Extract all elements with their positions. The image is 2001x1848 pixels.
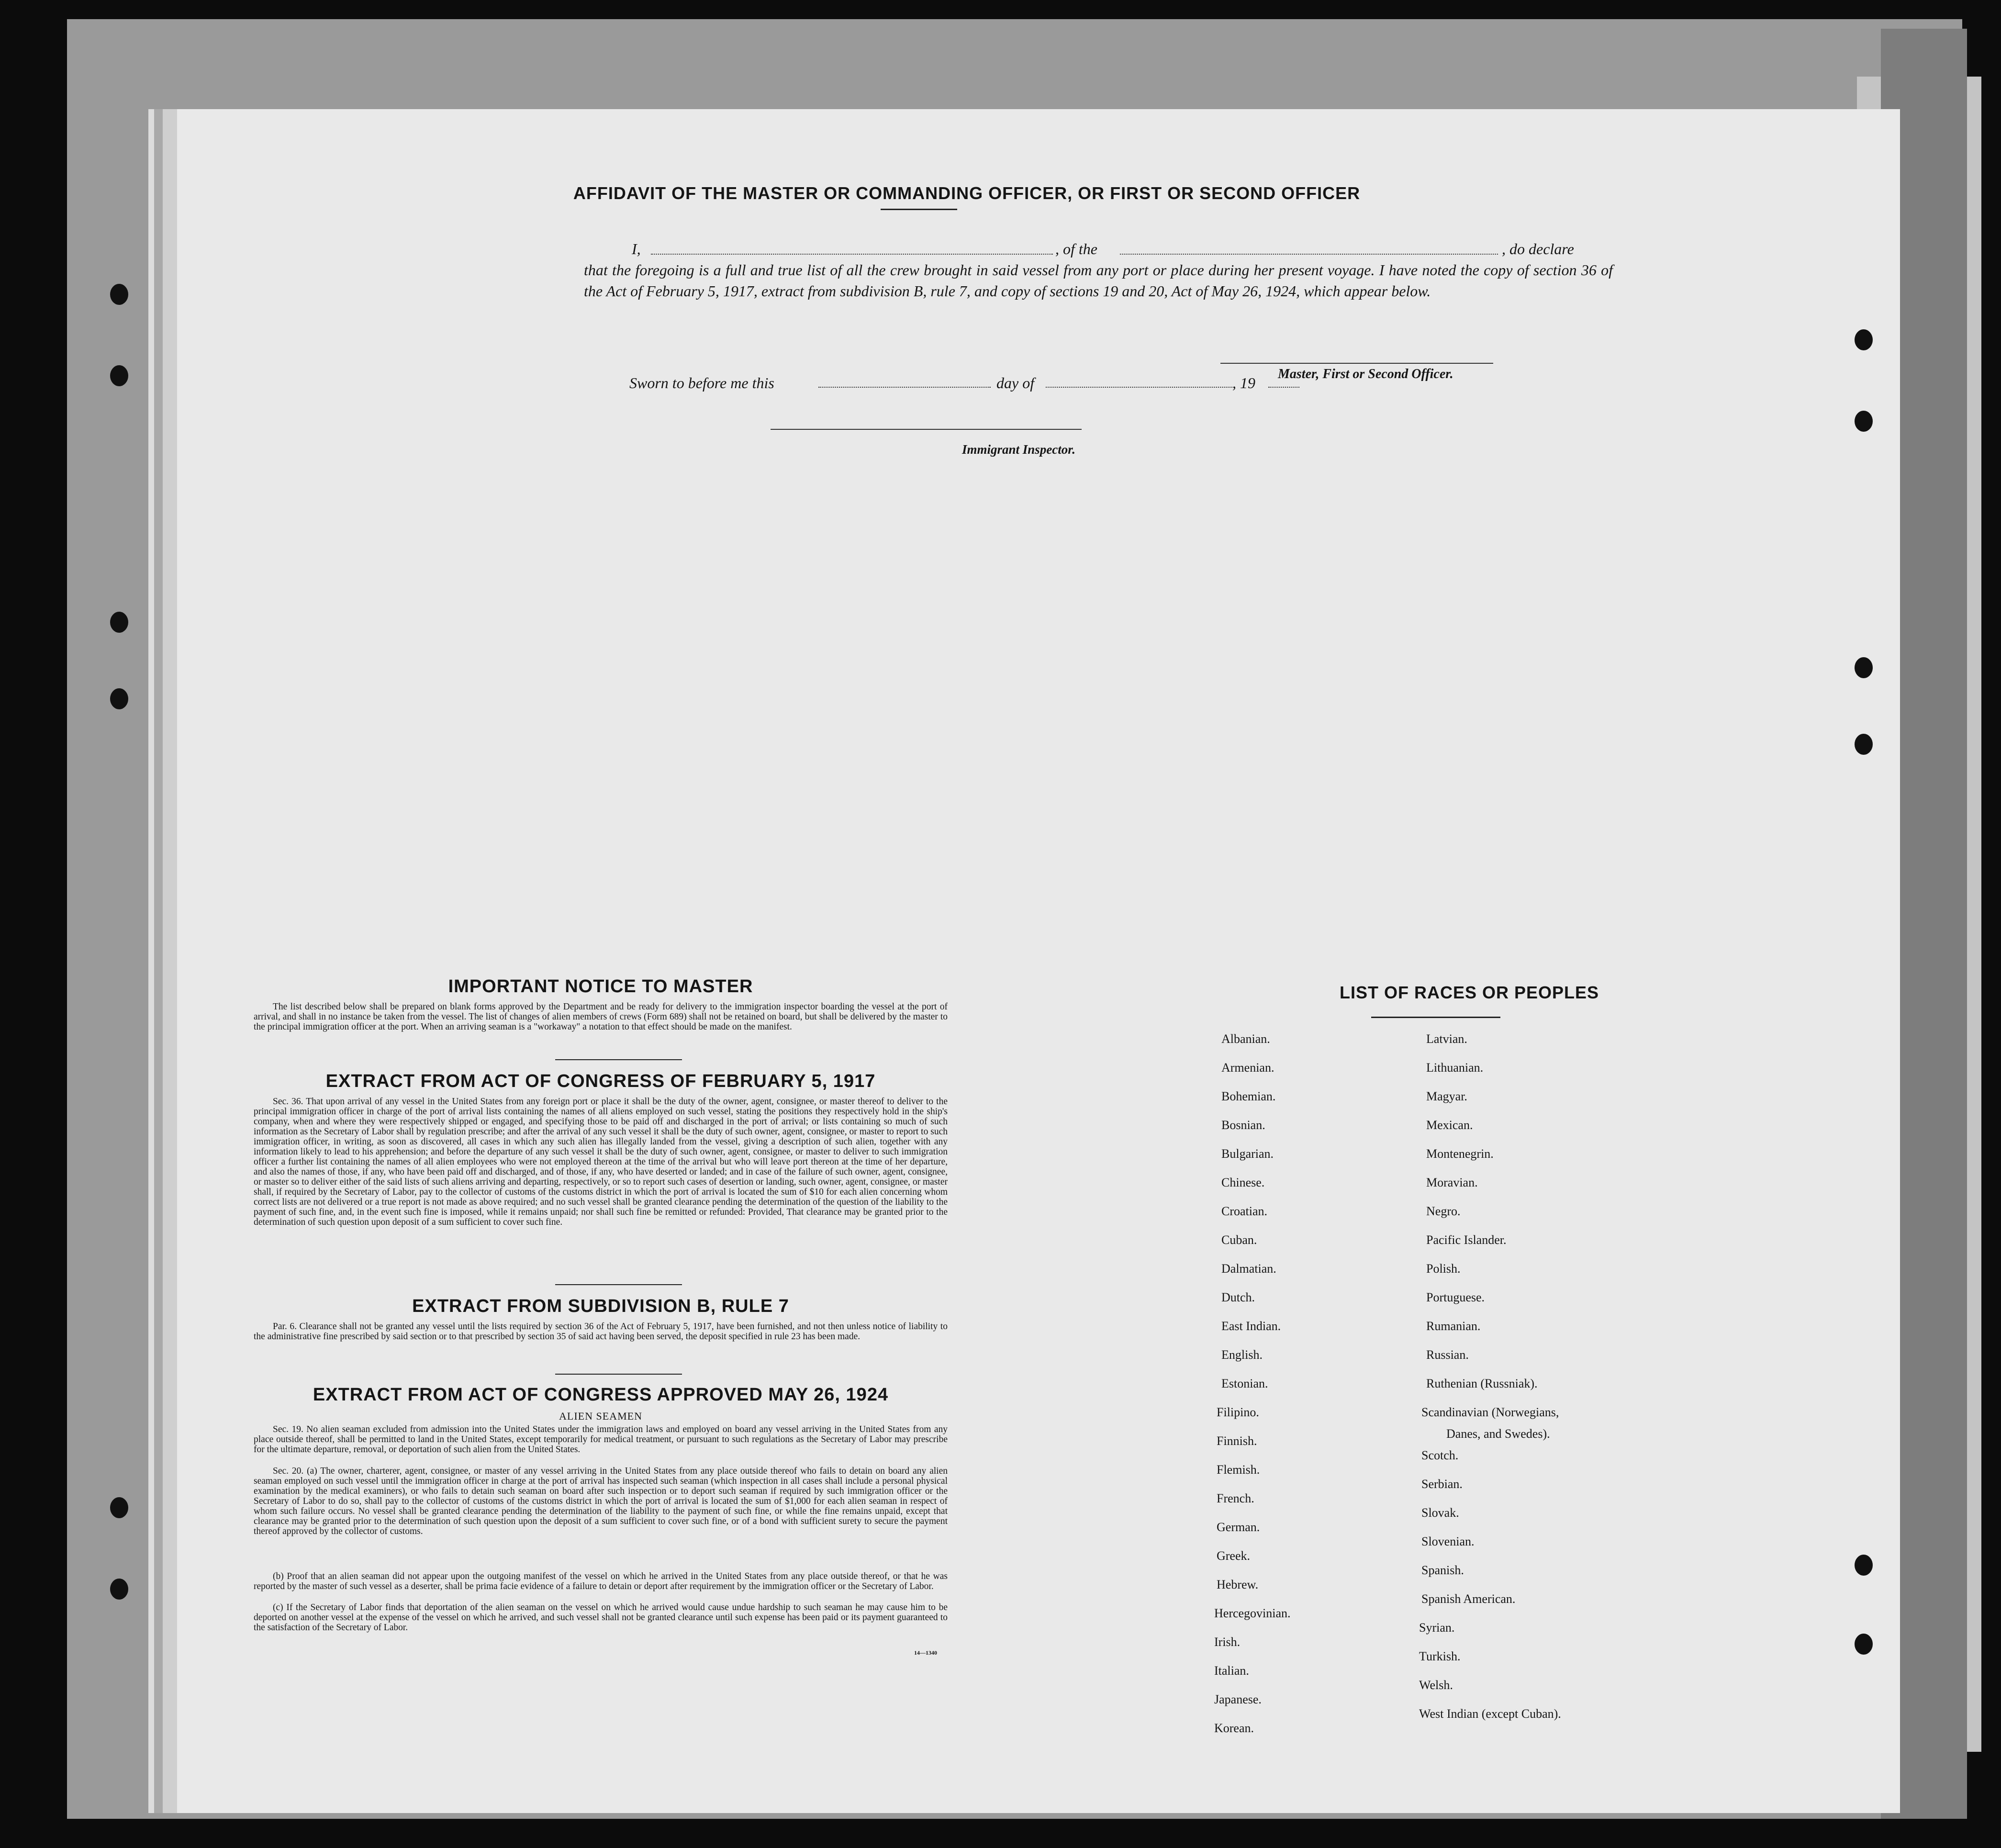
- race-item: Greek.: [1217, 1549, 1251, 1563]
- affidavit-do-declare: , do declare: [1502, 240, 1574, 258]
- sec19-body: Sec. 19. No alien seaman excluded from admission into the United States under the immigration laws and employed on board any vessel arriving in the United States from any place outside thereof, shall be permitted to land in the United States, except temporarily for medical treatment, or pursuant to such regulations as the Secretary of Labor may prescribe for the ultimate departure, removal, or deportation of such alien from the United States.: [254, 1424, 948, 1455]
- race-item: Moravian.: [1426, 1176, 1478, 1189]
- affidavit-of-the: , of the: [1055, 240, 1097, 258]
- race-item: Portuguese.: [1426, 1290, 1485, 1304]
- name-blank[interactable]: [651, 254, 1053, 255]
- race-item: Serbian.: [1421, 1477, 1463, 1491]
- divider: [555, 1059, 682, 1060]
- punch-hole: [110, 688, 128, 709]
- sec20b-body: (b) Proof that an alien seaman did not appear upon the outgoing manifest of the vessel on which he arrived in the United States from any place outside thereof, or that he was reported by the master of such vessel as a deserter, shall be prima facie evidence of a failure to detain or deport after requirement by the immigration officer or the Secretary of Labor.: [254, 1571, 948, 1591]
- race-item: Albanian.: [1221, 1032, 1270, 1046]
- sworn-label: Sworn to before me this: [629, 374, 774, 392]
- race-item: Hercegovinian.: [1214, 1606, 1291, 1620]
- punch-hole: [1855, 657, 1873, 678]
- race-item: Bosnian.: [1221, 1118, 1265, 1132]
- extract-1924-subtitle: ALIEN SEAMEN: [559, 1410, 642, 1422]
- inspector-label: Immigrant Inspector.: [962, 442, 1076, 457]
- race-item: Bohemian.: [1221, 1089, 1276, 1103]
- race-item: Mexican.: [1426, 1118, 1473, 1132]
- document-page: [177, 109, 1900, 1813]
- race-item: German.: [1217, 1520, 1260, 1534]
- race-item: Bulgarian.: [1221, 1147, 1274, 1161]
- extract-1917-title: EXTRACT FROM ACT OF CONGRESS OF FEBRUARY 5, 1917: [325, 1071, 876, 1091]
- extract-1917-body: Sec. 36. That upon arrival of any vessel in the United States from any foreign port or place it shall be the duty of the owner, agent, consignee, or master thereof to deliver to the principal immigration officer in charge of the port of arrival lists containing the names of all aliens employed on such vessel, stating the positions they respectively hold in the ship's company, when and where they were respectively shipped or engaged, and specifying those to be paid off and discharged in the port of arrival; or lists containing so much of such information as the Secretary of Labor shall by regulation prescribe; and after the arrival of any such vessel it shall be the duty of such owner, agent, consignee, or master to report to such immigration officer, in writing, as soon as discovered, all cases in which any such alien has illegally landed from the vessel, giving a description of such alien, together with any information likely to lead to his apprehension; and before the departure of any such vessel it shall be the duty of such owner, agent, consignee, or master to deliver to such immigration officer a further list containing the names of all alien employees who were not employed thereon at the time of the arrival but who will leave port thereon at the time of her departure, and also the names of those, if any, who have been paid off and discharged, and of those, if any, who have deserted or landed; and in case of the failure of such owner, agent, consignee, or master so to deliver either of the said lists of such aliens arriving and departing, respectively, or so to report such cases of desertion or landing, such owner, agent, consignee, or master shall, if required by the Secretary of Labor, pay to the collector of customs of the customs district in which the port of arrival is located the sum of $10 for each alien concerning whom correct lists are not delivered or a true report is not made as above required; and no such vessel shall be granted clearance pending the determination of the question of the liability to the payment of such fine, and, in the event such fine is imposed, while it remains unpaid; nor shall such fine be remitted or refunded: Provided, That clearance may be granted prior to the determination of such question upon deposit of a sum sufficient to cover such fine.: [254, 1097, 948, 1227]
- race-item: East Indian.: [1221, 1319, 1281, 1333]
- extract-rule7-title: EXTRACT FROM SUBDIVISION B, RULE 7: [412, 1296, 789, 1316]
- race-item: English.: [1221, 1348, 1263, 1362]
- punch-hole: [110, 1497, 128, 1518]
- race-item: Scotch.: [1421, 1448, 1459, 1462]
- sworn-day-blank[interactable]: [818, 387, 991, 388]
- race-item: Japanese.: [1214, 1692, 1262, 1706]
- sworn-year-blank[interactable]: [1268, 387, 1299, 388]
- race-item: Irish.: [1214, 1635, 1241, 1649]
- race-item: Pacific Islander.: [1426, 1233, 1507, 1247]
- race-item: Chinese.: [1221, 1176, 1265, 1189]
- race-item: Negro.: [1426, 1204, 1461, 1218]
- race-scandinavian-cont: Danes, and Swedes).: [1446, 1427, 1550, 1441]
- race-item: Estonian.: [1221, 1377, 1268, 1390]
- master-signature-line[interactable]: [1220, 363, 1493, 364]
- punch-hole: [110, 612, 128, 633]
- race-item: Filipino.: [1217, 1405, 1259, 1419]
- race-item: Montenegrin.: [1426, 1147, 1494, 1161]
- race-item: Latvian.: [1426, 1032, 1467, 1046]
- punch-hole: [110, 365, 128, 386]
- race-item: Russian.: [1426, 1348, 1469, 1362]
- affidavit-title: AFFIDAVIT OF THE MASTER OR COMMANDING OFFICER, OR FIRST OR SECOND OFFICER: [573, 183, 1361, 203]
- race-item: Croatian.: [1221, 1204, 1268, 1218]
- race-item: Magyar.: [1426, 1089, 1467, 1103]
- race-item: Ruthenian (Russniak).: [1426, 1377, 1538, 1390]
- year-prefix: , 19: [1232, 374, 1255, 392]
- race-item: Dutch.: [1221, 1290, 1255, 1304]
- race-item: Polish.: [1426, 1262, 1461, 1276]
- notice-title: IMPORTANT NOTICE TO MASTER: [448, 976, 753, 997]
- form-number: 14—1340: [914, 1649, 937, 1656]
- punch-hole: [110, 1579, 128, 1600]
- divider: [555, 1374, 682, 1375]
- race-item: Cuban.: [1221, 1233, 1257, 1247]
- race-item: Hebrew.: [1217, 1578, 1259, 1591]
- sworn-month-blank[interactable]: [1046, 387, 1232, 388]
- extract-rule7-body: Par. 6. Clearance shall not be granted any vessel until the lists required by section 36 of the Act of February 5, 1917, have been furnished, and not then unless notice of liability to the administrative fine prescribed by said section or to that prescribed by section 35 of said act having been served, the deposit specified in rule 23 has been made.: [254, 1322, 948, 1342]
- affidavit-i: I,: [632, 240, 641, 258]
- punch-hole: [1855, 1634, 1873, 1655]
- master-label: Master, First or Second Officer.: [1278, 367, 1453, 381]
- punch-hole: [1855, 411, 1873, 432]
- punch-hole: [1855, 329, 1873, 350]
- race-item: West Indian (except Cuban).: [1419, 1707, 1561, 1721]
- race-item: French.: [1217, 1491, 1254, 1505]
- race-item: Dalmatian.: [1221, 1262, 1276, 1276]
- races-title-underline: [1371, 1017, 1500, 1018]
- punch-hole: [1855, 734, 1873, 755]
- extract-1924-title: EXTRACT FROM ACT OF CONGRESS APPROVED MAY 26, 1924: [313, 1385, 889, 1405]
- race-item: Korean.: [1214, 1721, 1254, 1735]
- sec20a-body: Sec. 20. (a) The owner, charterer, agent, consignee, or master of any vessel arriving in the United States from any place outside thereof who fails to detain on board any alien seaman employed on such vessel until the immigration officer in charge at the port of arrival has inspected such seaman (which inspection in all cases shall include a personal physical examination by the medical examiners), or who fails to detain such seaman on board after such inspection or to deport such seaman if required by such immigration officer or the Secretary of Labor to do so, shall pay to the collector of customs of the customs district in which the port of arrival is located the sum of $1,000 for each alien seaman in respect of whom such failure occurs. No vessel shall be granted clearance pending the determination of the liability to the payment of such fine, or while the fine remains unpaid, except that clearance may be granted prior to the determination of such question upon the deposit of a sum sufficient to cover such fine, or of a bond with sufficient surety to secure the payment thereof approved by the collector of customs.: [254, 1466, 948, 1536]
- race-item: Spanish.: [1421, 1563, 1464, 1577]
- sec20c-body: (c) If the Secretary of Labor finds that deportation of the alien seaman on the vessel on which he arrived would cause undue hardship to such seaman he may cause him to be deported on another vessel at the expense of the vessel on which he arrived, and such vessel shall not be granted clearance until such expense has been paid or its payment guaranteed to the satisfaction of the Secretary of Labor.: [254, 1602, 948, 1633]
- race-item: Lithuanian.: [1426, 1061, 1484, 1075]
- day-of-label: day of: [996, 374, 1035, 392]
- race-item: Flemish.: [1217, 1463, 1260, 1477]
- race-item: Spanish American.: [1421, 1592, 1516, 1606]
- race-item: Syrian.: [1419, 1621, 1455, 1635]
- race-item: Finnish.: [1217, 1434, 1257, 1448]
- punch-hole: [1855, 1555, 1873, 1576]
- races-title: LIST OF RACES OR PEOPLES: [1339, 983, 1599, 1002]
- notice-body: The list described below shall be prepared on blank forms approved by the Department and be ready for delivery to the immigration inspector boarding the vessel at the port of arrival, and shall in no instance be taken from the vessel. The list of changes of alien members of crews (Form 689) shall not be retained on board, but shall be delivered by the master to the principal immigration officer at the port. When an arriving seaman is a "workaway" a notation to that effect should be made on the manifest.: [254, 1002, 948, 1032]
- race-item: Slovenian.: [1421, 1534, 1475, 1548]
- race-item: Italian.: [1214, 1664, 1249, 1678]
- race-item: Welsh.: [1419, 1678, 1453, 1692]
- inspector-signature-line[interactable]: [771, 429, 1082, 430]
- race-item: Scandinavian (Norwegians,: [1421, 1405, 1559, 1419]
- race-item: Rumanian.: [1426, 1319, 1481, 1333]
- title-underline: [881, 209, 957, 210]
- race-item: Slovak.: [1421, 1506, 1459, 1520]
- divider: [555, 1284, 682, 1285]
- race-item: Armenian.: [1221, 1061, 1274, 1075]
- vessel-blank[interactable]: [1120, 254, 1498, 255]
- race-item: Turkish.: [1419, 1649, 1461, 1663]
- affidavit-body: that the foregoing is a full and true list of all the crew brought in said vessel from any port or place during her present voyage. I have noted the copy of section 36 of the Act of February 5, 1917, extract from subdivision B, rule 7, and copy of sections 19 and 20, Act of May 26, 1924, which appear below.: [584, 261, 1613, 300]
- punch-hole: [110, 284, 128, 305]
